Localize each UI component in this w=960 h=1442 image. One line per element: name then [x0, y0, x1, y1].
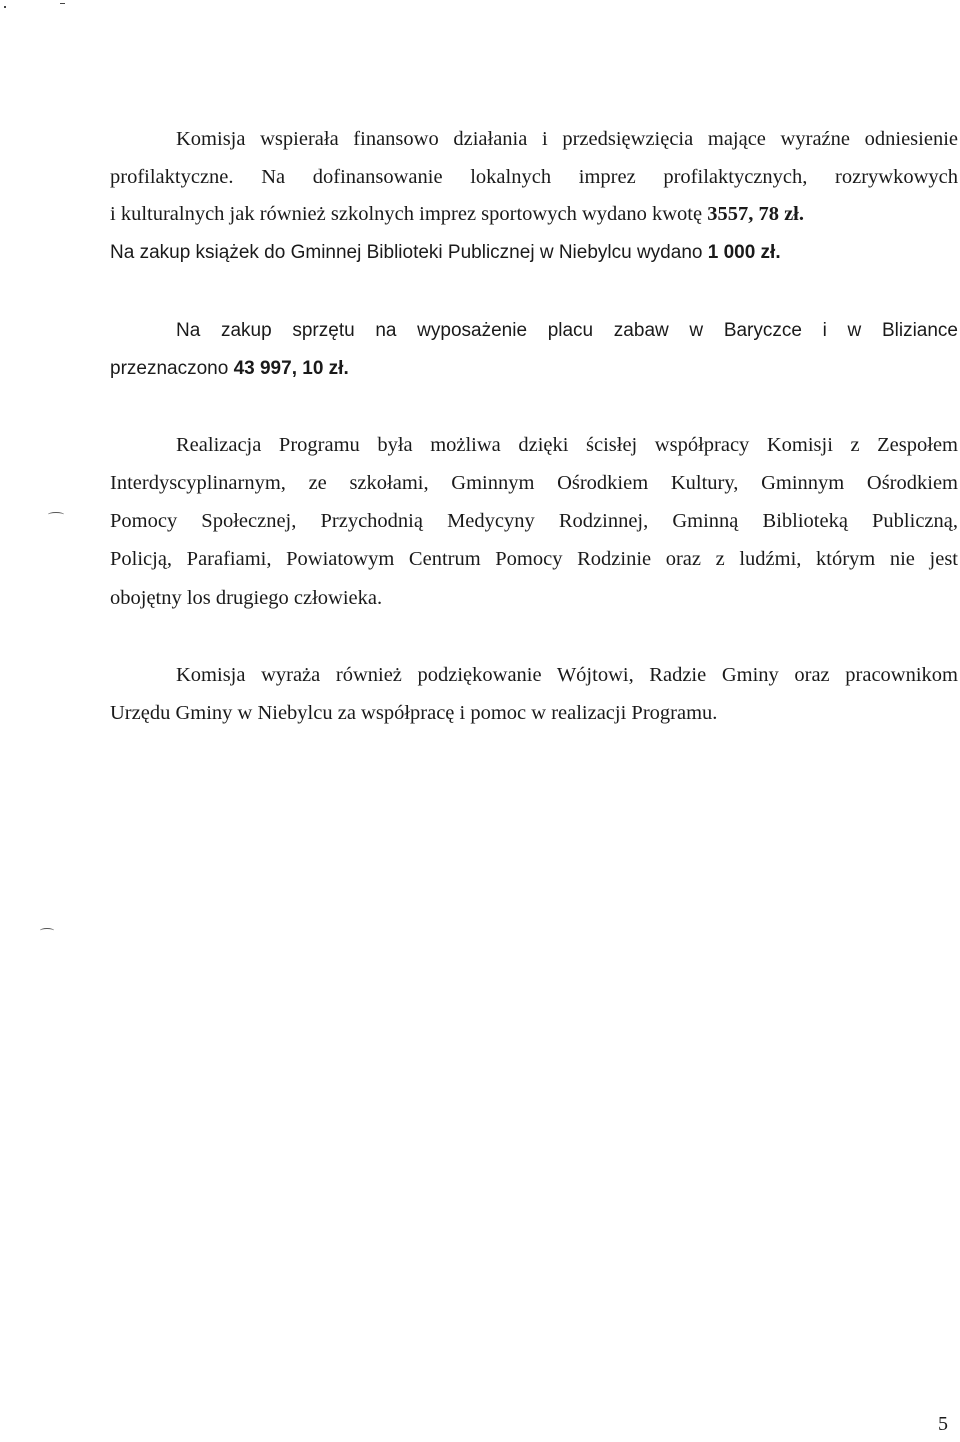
- scan-speck: [60, 3, 65, 4]
- line-text: przeznaczono: [110, 358, 234, 379]
- amount-books: 1 000 zł.: [707, 242, 781, 263]
- line-text: i kulturalnych jak również szkolnych imprez sportowych wydano kwotę: [110, 203, 708, 225]
- paragraph-3-line-1: Realizacja Programu była możliwa dzięki ścisłej współpracy Komisji z Zespołem: [176, 434, 958, 456]
- paragraph-2-line-1: Na zakup sprzętu na wyposażenie placu zabaw w Baryczce i w Bliziance: [176, 320, 958, 341]
- paragraph-1-line-4: [110, 240, 781, 266]
- page-number: 5: [938, 1413, 948, 1435]
- paragraph-3-line-3: Pomocy Społecznej, Przychodnią Medycyny Rodzinnej, Gminną Biblioteką Publiczną,: [110, 510, 958, 532]
- paragraph-2-line-2: [110, 356, 349, 382]
- paragraph-1-line-2: profilaktyczne. Na dofinansowanie lokalnych imprez profilaktycznych, rozrywkowych: [110, 166, 958, 188]
- paragraph-3-line-4: Policją, Parafiami, Powiatowym Centrum Pomocy Rodzinie oraz z ludźmi, którym nie jest: [110, 548, 958, 570]
- paragraph-4-line-1: Komisja wyraża również podziękowanie Wójtowi, Radzie Gminy oraz pracownikom: [176, 664, 958, 686]
- paragraph-3-line-5: obojętny los drugiego człowieka.: [110, 587, 383, 609]
- punch-hole-mark: [48, 512, 64, 517]
- amount-playground: 43 997, 10 zł.: [233, 358, 349, 379]
- paragraph-1-line-1: Komisja wspierała finansowo działania i przedsięwzięcia mające wyraźne odniesienie: [176, 128, 958, 150]
- scan-speck: [4, 6, 6, 8]
- amount-events: 3557, 78 zł.: [707, 203, 804, 225]
- paragraph-4-line-2: Urzędu Gminy w Niebylcu za współpracę i pomoc w realizacji Programu.: [110, 702, 718, 724]
- punch-hole-mark: [40, 928, 54, 933]
- paragraph-1-line-3: [110, 201, 804, 227]
- line-text: Na zakup książek do Gminnej Biblioteki Publicznej w Niebylcu wydano: [110, 242, 708, 263]
- paragraph-3-line-2: Interdyscyplinarnym, ze szkołami, Gminnym Ośrodkiem Kultury, Gminnym Ośrodkiem: [110, 472, 958, 494]
